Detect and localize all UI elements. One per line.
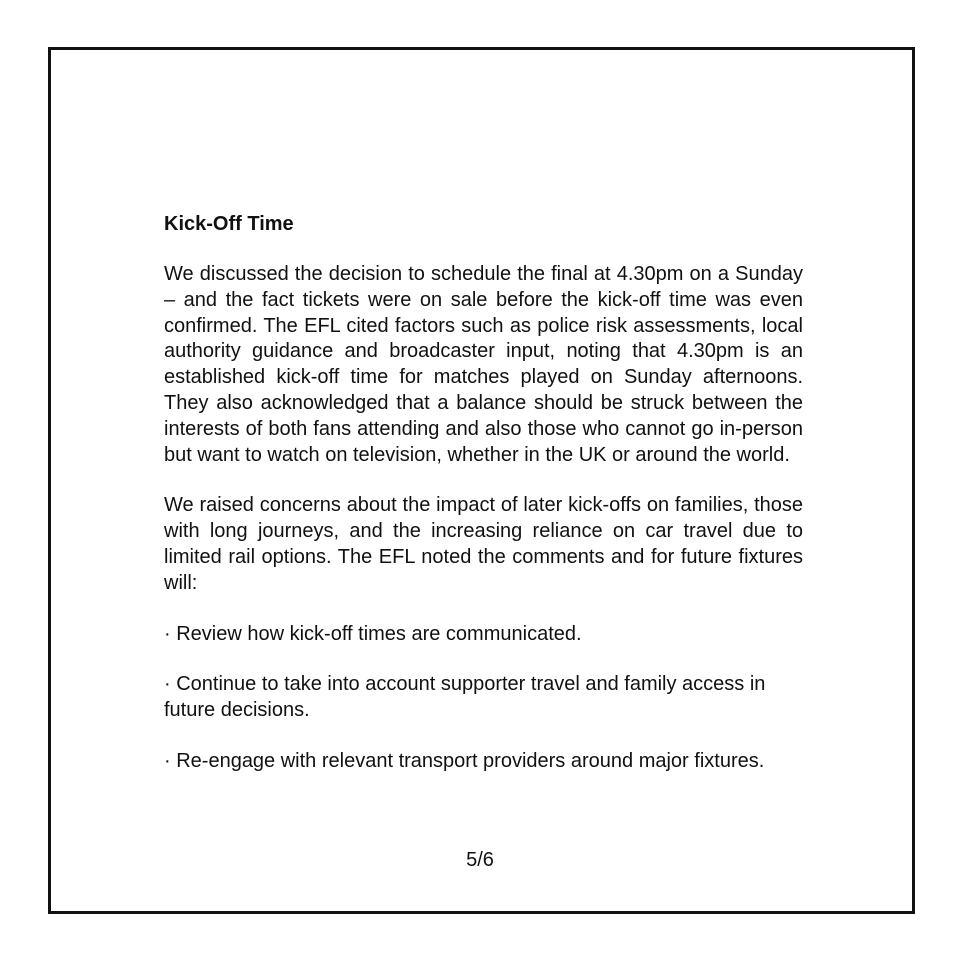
bullet-item: · Review how kick-off times are communicated. [164, 622, 582, 645]
page-number: 5/6 [466, 849, 494, 871]
bullet-item: · Continue to take into account supporter travel and family access in future decisions. [164, 673, 766, 722]
document-body [164, 211, 803, 800]
section-heading: Kick-Off Time [164, 213, 294, 235]
bullet-item: · Re-engage with relevant transport providers around major fixtures. [164, 749, 765, 772]
paragraph-concerns: We raised concerns about the impact of later kick-offs on families, those with long journeys, and the increasing reliance on car travel due to limited rail options. The EFL noted the comments and for future fixtures will: [164, 494, 803, 594]
paragraph-kickoff-decision: We discussed the decision to schedule the final at 4.30pm on a Sunday – and the fact tickets were on sale before the kick-off time was even confirmed. The EFL cited factors such as police risk assessments, local authority guidance and broadcaster input, noting that 4.30pm is an established kick-off time for matches played on Sunday afternoons. They also acknowledged that a balance should be struck between the interests of both fans attending and also those who cannot go in-person but want to watch on television, whether in the UK or around the world. [164, 263, 803, 466]
